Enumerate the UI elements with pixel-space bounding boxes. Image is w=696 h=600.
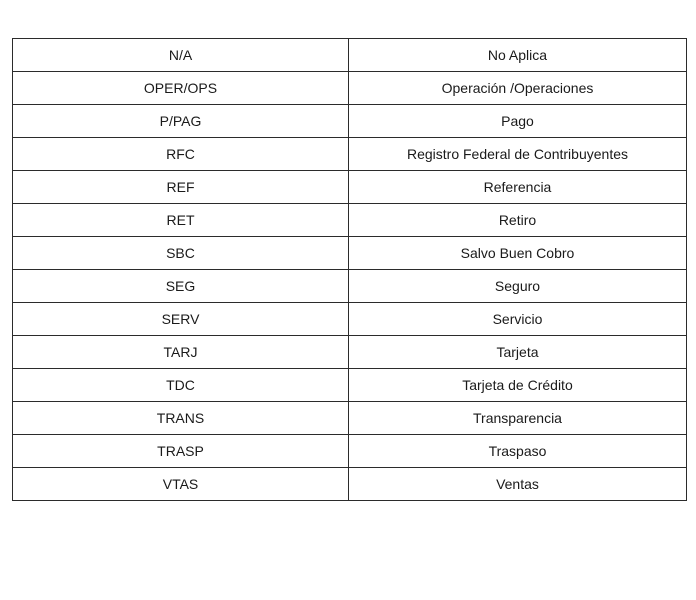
abbreviation-cell: SERV [13,303,349,336]
table-row [13,39,687,72]
meaning-cell: No Aplica [349,39,687,72]
meaning-cell: Transparencia [349,402,687,435]
meaning-cell: Ventas [349,468,687,501]
table-row [13,336,687,369]
table-row [13,402,687,435]
abbreviation-cell: N/A [13,39,349,72]
abbreviation-cell: OPER/OPS [13,72,349,105]
table-row [13,270,687,303]
meaning-cell: Servicio [349,303,687,336]
table-row [13,138,687,171]
table-row [13,171,687,204]
abbreviation-cell: TDC [13,369,349,402]
meaning-cell: Operación /Operaciones [349,72,687,105]
abbreviation-cell: TRANS [13,402,349,435]
table-row [13,303,687,336]
meaning-cell: Seguro [349,270,687,303]
table-row [13,468,687,501]
table-row [13,72,687,105]
table-row [13,204,687,237]
abbreviations-table [12,38,687,501]
meaning-cell: Traspaso [349,435,687,468]
table-row [13,105,687,138]
abbreviation-cell: P/PAG [13,105,349,138]
meaning-cell: Referencia [349,171,687,204]
table-body [13,39,687,501]
abbreviation-cell: RFC [13,138,349,171]
abbreviation-cell: TARJ [13,336,349,369]
abbreviation-cell: VTAS [13,468,349,501]
abbreviation-cell: SBC [13,237,349,270]
meaning-cell: Tarjeta [349,336,687,369]
table-row [13,369,687,402]
abbreviation-cell: RET [13,204,349,237]
meaning-cell: Pago [349,105,687,138]
meaning-cell: Retiro [349,204,687,237]
abbreviation-cell: REF [13,171,349,204]
table-row [13,237,687,270]
table-row [13,435,687,468]
abbreviation-cell: SEG [13,270,349,303]
meaning-cell: Tarjeta de Crédito [349,369,687,402]
meaning-cell: Salvo Buen Cobro [349,237,687,270]
abbreviation-cell: TRASP [13,435,349,468]
meaning-cell: Registro Federal de Contribuyentes [349,138,687,171]
